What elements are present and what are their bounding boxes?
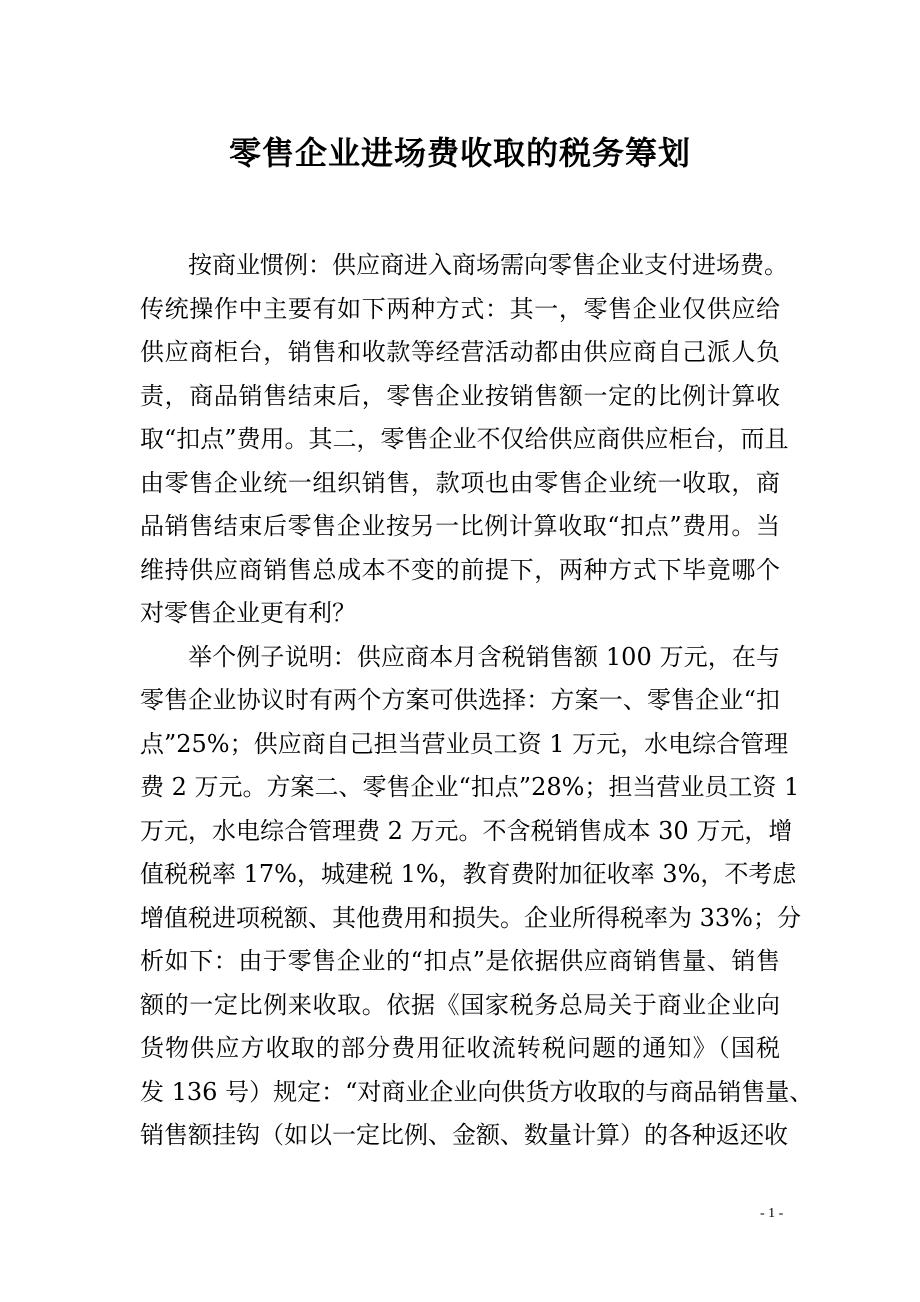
paragraph-line: 值税税率 17%，城建税 1%，教育费附加征收率 3%，不考虑 bbox=[140, 860, 797, 888]
paragraph-line: 发 136 号）规定：“对商业企业向供货方收取的与商品销售量、 bbox=[140, 1077, 814, 1106]
paragraph-line: 按商业惯例：供应商进入商场需向零售企业支付进场费。 bbox=[188, 251, 788, 279]
paragraph-line: 货物供应方收取的部分费用征收流转税问题的通知》（国税 bbox=[140, 1034, 780, 1062]
paragraph-line: 供应商柜台，销售和收款等经营活动都由供应商自己派人负 bbox=[140, 338, 780, 366]
paragraph-line: 维持供应商销售总成本不变的前提下，两种方式下毕竟哪个 bbox=[140, 555, 780, 584]
document-body bbox=[140, 244, 814, 1158]
paragraph-line: 费 2 万元。方案二、零售企业“扣点”28%；担当营业员工资 1 bbox=[140, 773, 800, 801]
paragraph-line: 析如下：由于零售企业的“扣点”是依据供应商销售量、销售 bbox=[140, 947, 780, 975]
paragraph-line: 品销售结束后零售企业按另一比例计算收取“扣点”费用。当 bbox=[140, 512, 780, 540]
paragraph-line: 由零售企业统一组织销售，款项也由零售企业统一收取，商 bbox=[140, 468, 780, 497]
paragraph-line: 零售企业协议时有两个方案可供选择：方案一、零售企业“扣 bbox=[140, 686, 780, 714]
paragraph-line: 额的一定比例来收取。依据《国家税务总局关于商业企业向 bbox=[140, 990, 780, 1019]
paragraph-line: 责，商品销售结束后，零售企业按销售额一定的比例计算收 bbox=[140, 381, 780, 410]
paragraph-line: 传统操作中主要有如下两种方式：其一，零售企业仅供应给 bbox=[140, 294, 780, 323]
document-title: 零售企业进场费收取的税务筹划 bbox=[228, 134, 691, 172]
page-number: - 1 - bbox=[760, 1206, 784, 1221]
paragraph-line: 销售额挂钩（如以一定比例、金额、数量计算）的各种返还收 bbox=[140, 1121, 788, 1149]
paragraph-line: 点”25%；供应商自己担当营业员工资 1 万元，水电综合管理 bbox=[140, 729, 789, 758]
paragraph-line: 增值税进项税额、其他费用和损失。企业所得税率为 33%；分 bbox=[140, 903, 801, 932]
paragraph-line: 举个例子说明：供应商本月含税销售额 100 万元，在与 bbox=[188, 642, 780, 671]
paragraph-line: 取“扣点”费用。其二，零售企业不仅给供应商供应柜台，而且 bbox=[140, 425, 789, 453]
paragraph-line: 对零售企业更有利？ bbox=[140, 599, 356, 627]
paragraph-line: 万元，水电综合管理费 2 万元。不含税销售成本 30 万元，增 bbox=[140, 816, 793, 845]
